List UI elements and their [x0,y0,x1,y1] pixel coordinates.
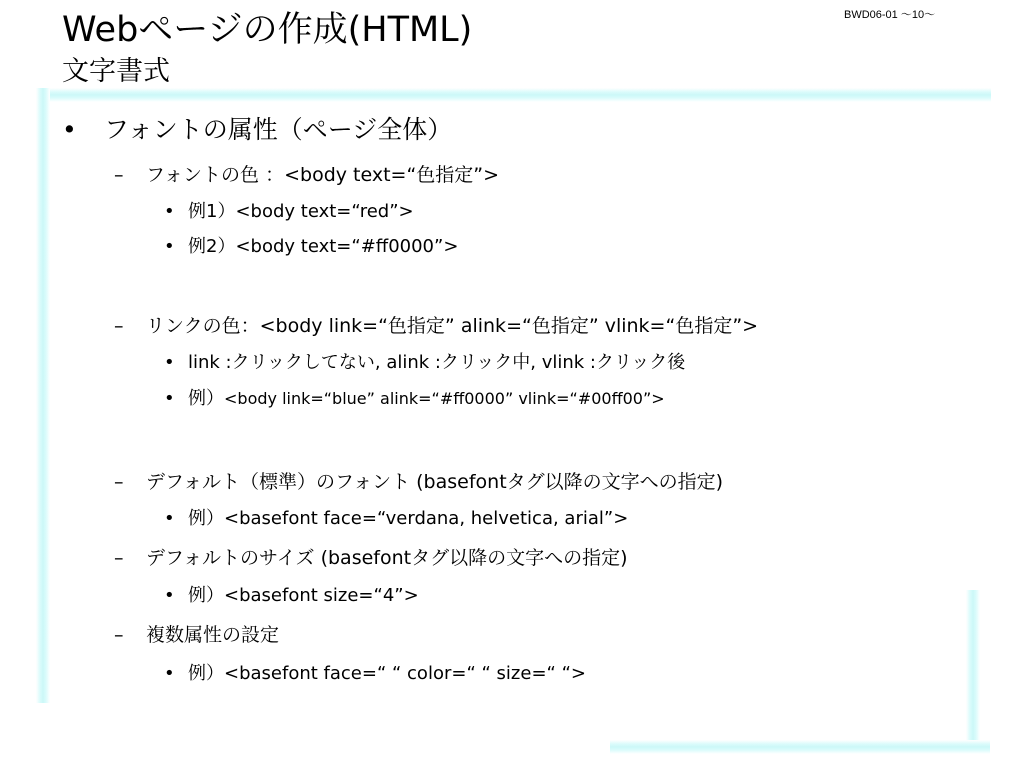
list-item [114,546,628,570]
bullet-mark: • [164,236,175,257]
list-item [114,623,279,647]
list-item-text: link :クリックしてない, alink :クリック中, vlink :クリック後 [188,352,686,373]
dash-mark: – [114,164,124,186]
list-item-note: (basefontタグ以降の文字への指定) [416,471,724,493]
list-item [114,470,723,494]
list-item-text: 例） [188,388,224,409]
list-item-text: 例）<basefont face=“verdana, helvetica, arial”> [188,508,629,529]
dash-mark: – [114,624,124,646]
list-item [114,314,758,338]
bullet-mark: • [164,585,175,606]
slide-id: BWD06-01 ～10～ [844,9,936,21]
list-item-text: 例）<basefont size=“4”> [188,585,419,606]
list-item-text: フォントの属性（ページ全体） [104,115,453,144]
bullet-mark: • [62,115,77,144]
list-item [164,508,628,530]
bullet-mark: • [164,201,175,222]
dash-mark: – [114,471,124,493]
list-item [164,236,458,258]
list-item [164,352,685,374]
list-item-text: 例1）<body text=“red”> [188,201,414,222]
list-item [164,663,586,685]
list-item [164,585,419,607]
list-item-text: フォントの色 ：<body text=“色指定”> [146,164,500,186]
slide-title: Webページの作成(HTML) [62,10,473,50]
list-item-text: デフォルトのサイズ [146,547,321,569]
list-item-text: 例2）<body text=“#ff0000”> [188,236,459,257]
bullet-mark: • [164,508,175,529]
bullet-mark: • [164,352,175,373]
list-item-code: <body link=“blue” alink=“#ff0000” vlink=“#00ff00”> [224,389,665,408]
list-item-text: 複数属性の設定 [146,624,280,646]
bullet-mark: • [164,388,175,409]
list-item [164,388,665,410]
dash-mark: – [114,547,124,569]
list-item-note: (basefontタグ以降の文字への指定) [320,547,628,569]
list-item [114,163,499,187]
list-item-text: デフォルト（標準）のフォント [146,471,417,493]
dash-mark: – [114,315,124,337]
bullet-mark: • [164,663,175,684]
list-item-text: 例）<basefont face=“ “ color=“ “ size=“ “> [188,663,586,684]
list-item [164,201,414,223]
list-item [62,115,452,145]
list-item-text: リンクの色：<body link=“色指定” alink=“色指定” vlink=“色指定”> [146,315,759,337]
slide-subtitle: 文字書式 [62,56,170,87]
